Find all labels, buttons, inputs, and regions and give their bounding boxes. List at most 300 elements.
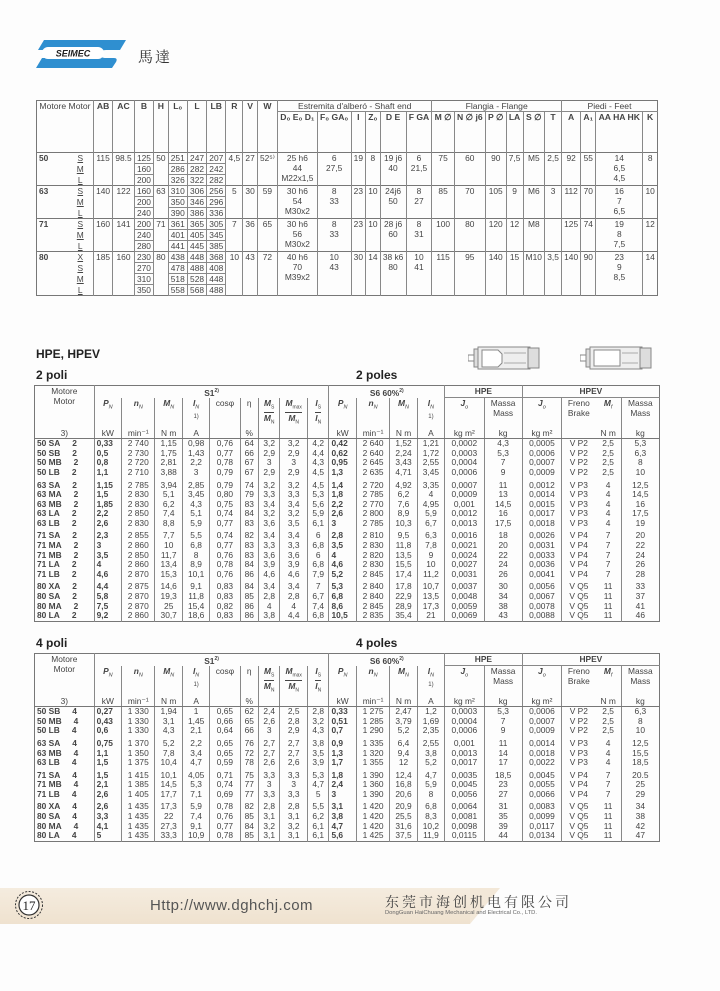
motor-model (35, 611, 95, 621)
cell: 4,3 (308, 458, 329, 468)
cell: 2,5 (602, 715, 614, 726)
cell: 5,3 (484, 449, 522, 459)
cell: 4 (605, 498, 611, 509)
col-header: A₁ (581, 112, 596, 153)
s6-in-header-sub: N (430, 404, 435, 411)
cell: 0,0007 (522, 458, 561, 468)
s6-mn-header (390, 666, 417, 696)
unit-cell (280, 696, 308, 707)
cosphi-header: cosφ (210, 398, 240, 428)
cell: 5,9 (182, 519, 209, 529)
cell: 38 (621, 812, 659, 822)
cell: 9 (417, 551, 444, 561)
cell: 0,0017 (522, 509, 561, 519)
dim-v: 27 (243, 153, 258, 186)
unit-cell: A (417, 696, 444, 707)
dim-h: 50 (154, 153, 169, 186)
cell: 0,78 (210, 799, 240, 812)
cell: 0,76 (210, 570, 240, 580)
col-header: Z₀ (366, 112, 381, 153)
is-in-header-num: I (315, 665, 318, 676)
cell: 2 850 (122, 509, 155, 519)
pole-count: 4 (71, 725, 77, 736)
cell: 7,5 (94, 602, 121, 612)
s6-in-header (417, 666, 444, 696)
cell: 3,88 (155, 468, 182, 478)
mn-header (155, 666, 182, 696)
pole-count: 2 (73, 540, 79, 551)
unit-cell: % (240, 428, 258, 439)
s6-nn-header (356, 666, 389, 696)
cell: 2,5 (602, 438, 614, 449)
dim-aa-line: 8 (616, 229, 622, 239)
dim-m: 85 (432, 186, 454, 219)
cell: 17,5 (484, 519, 522, 529)
cell: 0,74 (210, 509, 240, 519)
cell: 5,3 (308, 768, 329, 781)
dim-l0: 286 (168, 164, 187, 175)
motor-code: 80 SA (37, 811, 61, 822)
motor-variant: L (77, 240, 83, 251)
dim-row (37, 219, 658, 230)
dim-b: 350 (134, 285, 153, 296)
motor-code: 63 SA (37, 479, 61, 490)
cell: V P4 (562, 570, 596, 580)
series-title: HPE, HPEV (36, 347, 101, 361)
dim-fga-line: 27 (414, 196, 424, 206)
cell: 0,0035 (445, 768, 484, 781)
cell: 10,4 (155, 758, 182, 768)
cell: 2,4 (258, 707, 279, 717)
cell: V P2 (562, 449, 596, 459)
cell: V P2 (562, 458, 596, 468)
cell: 20,6 (390, 790, 417, 800)
cell: 4 (94, 560, 121, 570)
dim-l: 346 (187, 197, 206, 208)
dim-a: 112 (562, 186, 581, 219)
cell: 2,6 (258, 717, 279, 727)
col-header: AC (113, 101, 135, 153)
table-row (35, 611, 660, 621)
cell: 2,8 (280, 799, 308, 812)
dim-aa-line: 8,5 (613, 272, 626, 282)
cell: 2 845 (356, 570, 389, 580)
cell: 2,6 (258, 758, 279, 768)
mass-it: Massa (490, 666, 516, 677)
table-row (35, 519, 660, 529)
cell: 14 (484, 749, 522, 759)
pn-header-sub: N (108, 404, 113, 411)
cell: 3,2 (280, 822, 308, 832)
cell: 13 (484, 490, 522, 500)
dim-lb: 336 (207, 208, 226, 219)
cell: 3,4 (258, 579, 279, 592)
cosphi-header: cosφ (210, 666, 240, 696)
dim-h: 71 (154, 219, 169, 252)
cell: 0,0098 (445, 822, 484, 832)
cell: 2,5 (602, 457, 614, 468)
pole-count: 2 (73, 549, 79, 560)
cell: 0,0006 (445, 726, 484, 736)
cell: 2,6 (94, 519, 121, 529)
header-flange: Flangia - Flange (432, 101, 562, 112)
hpe-j0-header (445, 398, 484, 428)
dim-a1: 74 (581, 219, 596, 252)
cell: 1,15 (155, 439, 182, 449)
dim-aa (596, 153, 643, 186)
cell: 0,0031 (445, 570, 484, 580)
hpe-j0-header-sym: J (460, 666, 466, 677)
col-header: F₀ GA₀ (317, 112, 351, 153)
s6-label: S6 60% (369, 387, 400, 398)
dim-h: 63 (154, 186, 169, 219)
dim-fga-line: 21,5 (410, 163, 428, 173)
cell: 13,5 (390, 551, 417, 561)
cell: 5,2 (155, 736, 182, 749)
cell: 0,0009 (522, 726, 561, 736)
cell: 2 850 (122, 551, 155, 561)
cell: 11 (603, 820, 613, 831)
cell: 0,78 (210, 458, 240, 468)
is-in-header (308, 666, 329, 696)
cell: 0,77 (210, 519, 240, 529)
cell: 10 (417, 560, 444, 570)
cell: V P4 (562, 541, 596, 551)
motor-code: 63 SA (37, 737, 61, 748)
s6-nn-header-sub: N (373, 672, 378, 679)
s1-label: S1 (204, 387, 215, 398)
cell: 66 (240, 726, 258, 736)
website-link[interactable]: Http://www.dghchj.com (150, 897, 314, 914)
cell: 26 (484, 570, 522, 580)
motor-code: 50 LB (37, 725, 60, 736)
dim-lb: 305 (207, 219, 226, 230)
dim-l: 448 (187, 252, 206, 263)
dim-ab: 160 (93, 219, 112, 252)
dim-de (380, 219, 406, 252)
cell: 2 720 (122, 458, 155, 468)
cell: 65 (240, 717, 258, 727)
cell: 3,6 (258, 551, 279, 561)
eta-header: η (240, 666, 258, 696)
cell: 26 (621, 560, 659, 570)
dim-l: 405 (187, 230, 206, 241)
unit-cell: kg m² (445, 696, 484, 707)
mn-header-sub: N (170, 672, 175, 679)
cell: 1,3 (329, 468, 356, 478)
s6-pn-header-sub: N (343, 672, 348, 679)
cell: 0,78 (210, 560, 240, 570)
col-header: T (545, 112, 562, 153)
cell: 10 (621, 468, 659, 478)
cell: 2 785 (122, 478, 155, 491)
mmax-mn-header-den: M (288, 413, 296, 424)
cell: 0,001 (445, 500, 484, 510)
cell: 41 (621, 602, 659, 612)
table-row (35, 570, 660, 580)
motor-code: 80 MA (37, 600, 62, 611)
dim-z0: 14 (366, 252, 381, 296)
dim-d0-line: M39x2 (284, 272, 310, 282)
dim-lb: 345 (207, 230, 226, 241)
dim-aa (596, 252, 643, 296)
cell: 2,2 (182, 458, 209, 468)
s6-nn-header-sym: n (368, 397, 374, 408)
cell: 0,0033 (522, 551, 561, 561)
dim-ac: 122 (113, 186, 135, 219)
cell: 79 (240, 490, 258, 500)
cell: 0,9 (329, 736, 356, 749)
dim-l: 365 (187, 219, 206, 230)
mf-header-sub: f (610, 404, 613, 411)
cell: 7 (605, 530, 611, 541)
brake-it: Freno (567, 666, 590, 677)
cell: 37,5 (390, 831, 417, 841)
dim-d0-line: 56 (292, 229, 303, 239)
cell: V P4 (562, 551, 596, 561)
cell: 0,79 (210, 478, 240, 491)
cell: 0,0067 (522, 592, 561, 602)
cell: 3,4 (258, 528, 279, 541)
dim-f0-line: 33 (329, 229, 339, 239)
cell: 3,8 (417, 749, 444, 759)
unit-cell (210, 428, 240, 439)
mf-header-sub: f (610, 672, 613, 679)
cell: 5,2 (329, 570, 356, 580)
cell: 9 (484, 468, 522, 478)
cell: 0,77 (210, 822, 240, 832)
motor-header (35, 654, 95, 697)
cell: 17,3 (155, 799, 182, 812)
cell: 0,75 (94, 736, 121, 749)
cell: 1,5 (94, 768, 121, 781)
cell: 0,0007 (522, 717, 561, 727)
s6-note: 2) (399, 656, 404, 662)
cell: 5,1 (182, 509, 209, 519)
cell: 0,0055 (522, 780, 561, 790)
cell: 1 335 (356, 736, 389, 749)
cell: 0,0003 (445, 449, 484, 459)
dim-v: 30 (243, 186, 258, 219)
cell: 5,6 (308, 500, 329, 510)
hpe-j0-header-sym: J (460, 398, 466, 409)
cell: 2 640 (356, 439, 389, 449)
brand-name: SEIMEC (55, 48, 91, 59)
unit-cell: kW (94, 696, 121, 707)
dim-aa (596, 186, 643, 219)
cell: 3 (258, 780, 279, 790)
hpev-mass-header (621, 398, 659, 428)
dim-w: 72 (257, 252, 277, 296)
cell: 31 (484, 799, 522, 812)
motor-code: 71 LA (37, 559, 60, 570)
dim-lb: 448 (207, 274, 226, 285)
cell: 0,0009 (445, 490, 484, 500)
cell: 2,5 (602, 447, 614, 458)
cell: 0,0026 (522, 528, 561, 541)
cell: 24 (621, 551, 659, 561)
cell: 66 (240, 449, 258, 459)
col-header: W (257, 101, 277, 153)
col-header: S ∅ (523, 112, 545, 153)
dim-w: 52⁵⁾ (257, 153, 277, 186)
cell: 4,3 (484, 439, 522, 449)
dim-l: 386 (187, 208, 206, 219)
cell: 0,66 (210, 717, 240, 727)
cell: 2,7 (258, 736, 279, 749)
cell: 4 (417, 490, 444, 500)
cell: 0,8 (94, 458, 121, 468)
mmax-mn-header-num-sub: max (292, 672, 302, 679)
s6-mn-header (390, 398, 417, 428)
dim-k: 8 (643, 153, 658, 186)
dim-n: 70 (454, 186, 485, 219)
cell: 3,3 (258, 768, 279, 781)
cell: 75 (240, 768, 258, 781)
cell: 12,5 (621, 478, 659, 491)
pole-count: 2 (71, 517, 77, 528)
cell: V P2 (562, 717, 596, 727)
cell: 2 830 (122, 490, 155, 500)
cell: 23 (484, 780, 522, 790)
cell: 6,7 (308, 592, 329, 602)
dim-d0-line: 40 h6 (286, 252, 308, 262)
cell: 2,35 (417, 726, 444, 736)
cell: 8,6 (329, 602, 356, 612)
cell: 4 (605, 489, 611, 500)
cell: 0,0012 (522, 478, 561, 491)
pole-count: 4 (73, 820, 79, 831)
cell: 5,2 (390, 726, 417, 736)
cell: 83 (240, 519, 258, 529)
cell: 2 730 (122, 449, 155, 459)
cell: 0,0134 (522, 831, 561, 841)
cell: 3,9 (280, 560, 308, 570)
cell: 13,5 (417, 592, 444, 602)
cell: 0,69 (210, 790, 240, 800)
cell: 2 645 (356, 458, 389, 468)
dim-b: 230 (134, 252, 153, 263)
in-header-sym: I (192, 397, 196, 408)
is-in-header-den-sub: N (317, 688, 322, 695)
brake-header (562, 666, 596, 696)
ms-mn-header-den-sub: N (270, 420, 275, 427)
cell: 67 (240, 468, 258, 478)
hpev-j0-header-sub: o (542, 404, 546, 411)
cell: 2,5 (280, 707, 308, 717)
unit-cell: kg (621, 428, 659, 439)
hpe-motor-image (468, 345, 540, 371)
cell: 1,72 (417, 449, 444, 459)
is-in-header-num: I (315, 397, 318, 408)
mmax-mn-header-num: M (285, 665, 293, 676)
cell: 1,5 (94, 490, 121, 500)
dim-f0-line: 27,5 (326, 163, 343, 173)
cell: 0,0048 (445, 592, 484, 602)
cell: 3,4 (280, 528, 308, 541)
cell: 1,69 (417, 717, 444, 727)
cell: 22 (484, 551, 522, 561)
motor-code: 80 XA (37, 801, 61, 812)
cell: 3 (94, 541, 121, 551)
cell: 4 (605, 517, 611, 528)
cell: 6 (308, 551, 329, 561)
dim-l0: 478 (168, 263, 187, 274)
pole-count: 4 (71, 757, 77, 768)
cell: 1,4 (329, 478, 356, 491)
cell: 7,4 (182, 812, 209, 822)
cell: 6,1 (308, 519, 329, 529)
motor-variant: M (76, 163, 84, 174)
mass-en: Mass (493, 676, 514, 687)
cell: 14,5 (155, 780, 182, 790)
s6-nn-header-sym: n (368, 665, 374, 676)
cell: 24 (484, 560, 522, 570)
unit-cell (210, 696, 240, 707)
hpev-header: HPEV (522, 386, 659, 398)
cell: 31,6 (390, 822, 417, 832)
cell: 0,001 (445, 736, 484, 749)
mmax-mn-header-den: M (288, 681, 296, 692)
cell: 4 (280, 602, 308, 612)
cell: 0,0014 (522, 736, 561, 749)
cell: 3,5 (308, 749, 329, 759)
cell: 2 820 (356, 551, 389, 561)
cell: 85 (240, 592, 258, 602)
dim-a1: 70 (581, 186, 596, 219)
pole-count: 4 (72, 706, 77, 717)
cell: V Q5 (562, 812, 596, 822)
cell: V P3 (562, 500, 596, 510)
col-header: L (187, 101, 206, 153)
cell: 0,62 (329, 449, 356, 459)
motor-size: 50 (37, 153, 68, 186)
dim-h: 80 (154, 252, 169, 296)
motor-model (35, 519, 95, 529)
table-row (35, 831, 660, 841)
cell: V P2 (562, 468, 596, 478)
col-header: I (351, 112, 366, 153)
cell: 5,6 (329, 831, 356, 841)
cell: 0,0099 (522, 812, 561, 822)
cell: 7,9 (308, 570, 329, 580)
cell: 17,5 (621, 509, 659, 519)
pole-count: 2 (72, 479, 77, 490)
dim-t: 3 (545, 186, 562, 219)
dim-l: 568 (187, 285, 206, 296)
cell: 2,55 (417, 736, 444, 749)
cell: 76 (240, 736, 258, 749)
cell: 86 (240, 611, 258, 621)
cell: 2,8 (308, 707, 329, 717)
dim-fga (406, 186, 432, 219)
unit-cell: min⁻¹ (122, 696, 155, 707)
s6-pn-header (329, 666, 356, 696)
cell: 78 (240, 758, 258, 768)
cell: 1,52 (390, 439, 417, 449)
ms-mn-header-den: M (263, 413, 271, 424)
dim-de-line: 80 (388, 262, 398, 272)
mn-header-sub: N (170, 404, 175, 411)
cell: 1 375 (122, 758, 155, 768)
cell: 1,7 (329, 758, 356, 768)
cell: V P3 (562, 736, 596, 749)
dim-fga (406, 252, 432, 296)
cell: 2,55 (417, 458, 444, 468)
cell: 0,0078 (522, 602, 561, 612)
table-row (35, 736, 660, 749)
cell: 1 370 (122, 736, 155, 749)
